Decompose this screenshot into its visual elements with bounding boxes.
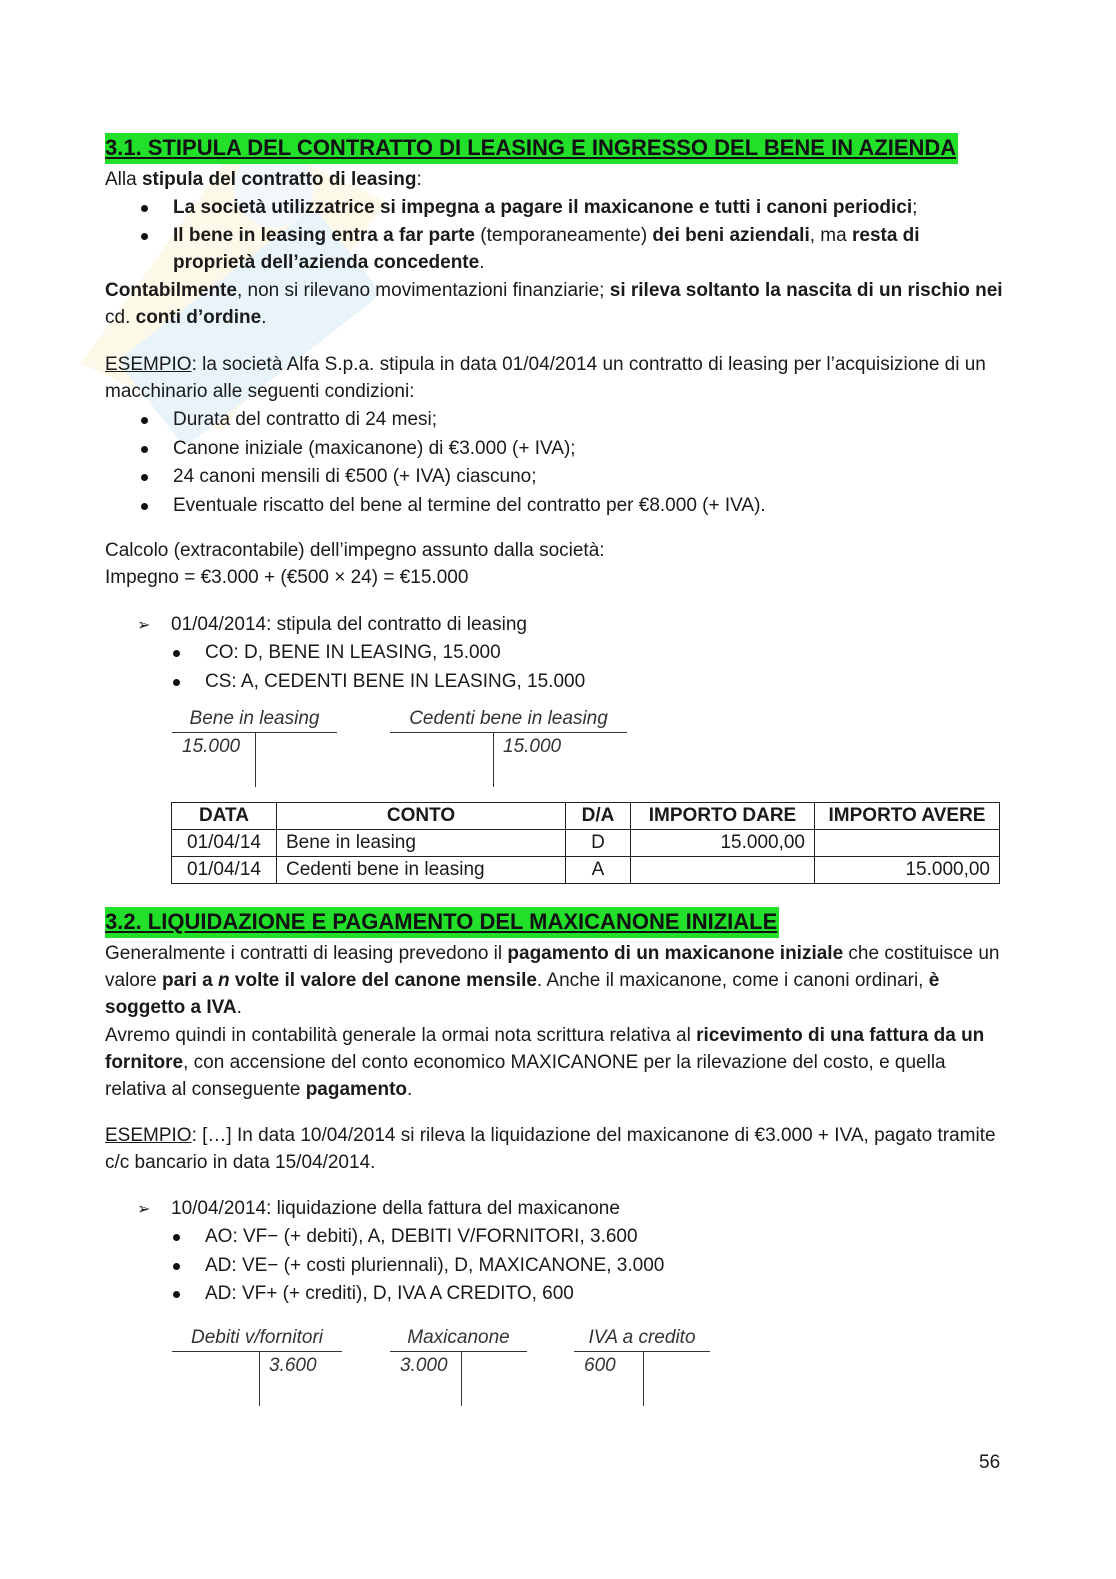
t-account-bene-in-leasing: Bene in leasing 15.000 (172, 705, 337, 787)
leasing-effects-list (139, 194, 999, 276)
arrow-icon: ➢ (137, 617, 151, 634)
calc-line-2: Impegno = €3.000 + (€500 × 24) = €15.000 (105, 567, 469, 588)
calc-line-1: Calcolo (extracontabile) dell’impegno assunto dalla società: (105, 540, 605, 561)
accounting-paragraph: Contabilmente, non si rilevano movimentazioni finanziarie; si rileva soltanto la nascita di un rischio nei cd. conti d’ordine. (105, 280, 1003, 328)
list-item: CS: A, CEDENTI BENE IN LEASING, 15.000 (171, 668, 971, 697)
t-account-debiti-fornitori: Debiti v/fornitori 3.600 (172, 1324, 342, 1406)
entry-title-2: ➢ 10/04/2014: liquidazione della fattura del maxicanone (137, 1195, 620, 1223)
table-header-row (172, 803, 1000, 830)
header-importo-avere: IMPORTO AVERE (815, 803, 1000, 830)
cell-conto: Bene in leasing (277, 830, 566, 857)
list-item: Il bene in leasing entra a far parte (temporaneamente) dei beni aziendali, ma resta di proprietà dell’azienda concedente. (139, 222, 999, 276)
cell-data: 01/04/14 (172, 857, 277, 884)
table-row (172, 857, 1000, 884)
cell-data: 01/04/14 (172, 830, 277, 857)
arrow-icon: ➢ (137, 1201, 151, 1218)
list-item: Durata del contratto di 24 mesi; (139, 406, 999, 435)
list-item: Eventuale riscatto del bene al termine del contratto per €8.000 (+ IVA). (139, 492, 999, 521)
header-da: D/A (566, 803, 631, 830)
list-item: La società utilizzatrice si impegna a pagare il maxicanone e tutti i canoni periodici; (139, 194, 999, 221)
contract-conditions-list (139, 406, 999, 520)
section-heading-3-1: 3.1. STIPULA DEL CONTRATTO DI LEASING E INGRESSO DEL BENE IN AZIENDA (105, 133, 958, 164)
header-data: DATA (172, 803, 277, 830)
table-row (172, 830, 1000, 857)
page-number: 56 (979, 1452, 1001, 1473)
list-item: AO: VF− (+ debiti), A, DEBITI V/FORNITORI, 3.600 (171, 1223, 971, 1252)
example-paragraph: ESEMPIO: la società Alfa S.p.a. stipula in data 01/04/2014 un contratto di leasing per l’acquisizione di un macchinario alle seguenti condizioni: (105, 354, 986, 402)
cell-da: D (566, 830, 631, 857)
cell-avere (815, 830, 1000, 857)
list-item: 24 canoni mensili di €500 (+ IVA) ciascuno; (139, 463, 999, 492)
list-item: AD: VF+ (+ crediti), D, IVA A CREDITO, 600 (171, 1280, 971, 1309)
maxicanone-paragraph: Generalmente i contratti di leasing prevedono il pagamento di un maxicanone iniziale che costituisce un valore pari a n volte il valore del canone mensile. Anche il maxicanone, come i canoni ordinari, è soggetto a IVA. (105, 943, 1000, 1018)
intro-paragraph: Alla stipula del contratto di leasing: (105, 169, 422, 190)
cell-conto: Cedenti bene in leasing (277, 857, 566, 884)
entry-title-1: ➢ 01/04/2014: stipula del contratto di leasing (137, 611, 527, 639)
cell-dare (631, 857, 815, 884)
list-item: CO: D, BENE IN LEASING, 15.000 (171, 639, 971, 668)
t-account-iva-a-credito: IVA a credito 600 (574, 1324, 710, 1406)
cell-dare: 15.000,00 (631, 830, 815, 857)
cell-da: A (566, 857, 631, 884)
t-account-maxicanone: Maxicanone 3.000 (390, 1324, 527, 1406)
list-item: Canone iniziale (maxicanone) di €3.000 (+ IVA); (139, 435, 999, 464)
list-item: AD: VE− (+ costi pluriennali), D, MAXICANONE, 3.000 (171, 1252, 971, 1281)
cell-avere: 15.000,00 (815, 857, 1000, 884)
header-importo-dare: IMPORTO DARE (631, 803, 815, 830)
entry-items-1 (171, 639, 971, 696)
t-account-cedenti-bene-in-leasing: Cedenti bene in leasing 15.000 (390, 705, 627, 787)
section-heading-3-2: 3.2. LIQUIDAZIONE E PAGAMENTO DEL MAXICANONE INIZIALE (105, 907, 779, 938)
example-paragraph-2: ESEMPIO: […] In data 10/04/2014 si rileva la liquidazione del maxicanone di €3.000 + IVA, pagato tramite c/c bancario in data 15/04/2014. (105, 1125, 996, 1173)
header-conto: CONTO (277, 803, 566, 830)
accounting-paragraph-2: Avremo quindi in contabilità generale la ormai nota scrittura relativa al ricevimento di una fattura da un fornitore, con accensione del conto economico MAXICANONE per la rilevazione del costo, e quella relativa al conseguente pagamento. (105, 1025, 985, 1100)
entry-items-2 (171, 1223, 971, 1309)
journal-table (171, 802, 1000, 884)
